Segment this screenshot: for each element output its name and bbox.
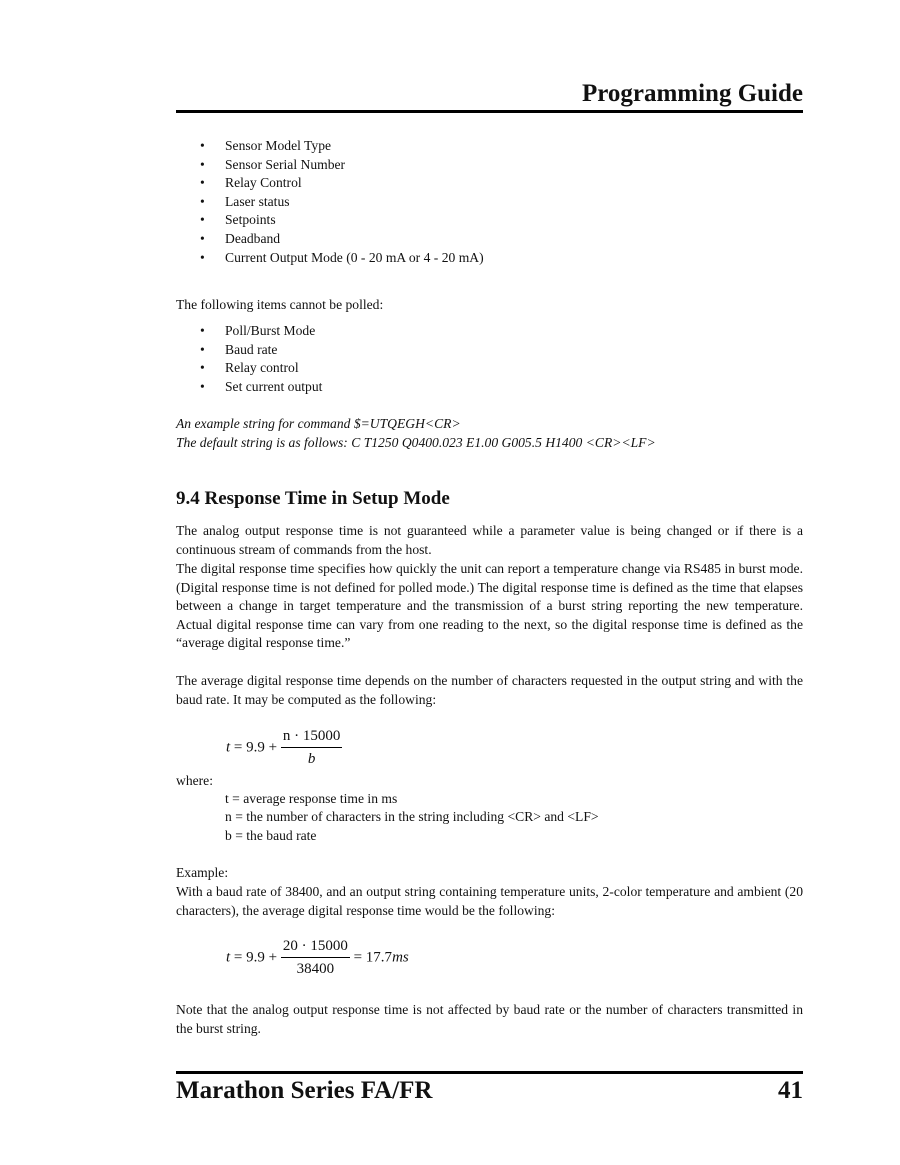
fraction: $\frac{n \cdot 15000}{b}$ xyxy=(282,728,341,767)
bullet-icon: • xyxy=(200,212,205,228)
bullet-icon: • xyxy=(200,175,205,191)
default-string-line: The default string is as follows: C T1250 Q0400.023 E1.00 G005.5 H1400 <CR><LF> xyxy=(176,435,656,450)
bullet-icon: • xyxy=(200,341,205,357)
footer-rule xyxy=(176,1071,803,1074)
page-number: 41 xyxy=(778,1077,803,1104)
list-item: • Current Output Mode (0 - 20 mA or 4 - 20 mA) xyxy=(176,249,484,268)
formula-general: t = 9.9 + $\frac{n \cdot 15000}{b}$ xyxy=(226,728,341,767)
bullet-icon: • xyxy=(200,156,205,172)
where-label: where: xyxy=(176,773,213,788)
list-item: • Laser status xyxy=(176,193,484,212)
definition-n: n = the number of characters in the string including <CR> and <LF> xyxy=(225,809,599,824)
formula-example: t = 9.9 + $\frac{20 \cdot 15000}{38400}$ = 17.7ms xyxy=(226,938,409,977)
bullet-icon: • xyxy=(200,360,205,376)
list-item: • Setpoints xyxy=(176,211,484,230)
bullet-icon: • xyxy=(200,230,205,246)
bullet-icon: • xyxy=(200,378,205,394)
example-label: Example: xyxy=(176,865,229,880)
not-pollable-list xyxy=(176,322,322,396)
list-item: • Set current output xyxy=(176,378,322,397)
list-item: • Poll/Burst Mode xyxy=(176,322,322,341)
list-item: • Baud rate xyxy=(176,341,322,360)
list-item: • Relay control xyxy=(176,359,322,378)
fraction: $\frac{20 \cdot 15000}{38400}$ xyxy=(282,938,348,977)
example-paragraph: With a baud rate of 38400, and an output string containing temperature units, 2-color temperature and ambient (20 characters), the average digital response time would be the following: xyxy=(176,884,803,918)
bullet-icon: • xyxy=(200,249,205,265)
list-item: • Sensor Model Type xyxy=(176,137,484,156)
list-item: • Sensor Serial Number xyxy=(176,156,484,175)
running-header-title: Programming Guide xyxy=(581,80,803,107)
not-pollable-intro: The following items cannot be polled: xyxy=(176,297,384,312)
running-footer-title: Marathon Series FA/FR xyxy=(176,1077,433,1104)
bullet-icon: • xyxy=(200,323,205,338)
bullet-icon: • xyxy=(200,193,205,209)
note-paragraph: Note that the analog output response time is not affected by baud rate or the number of characters transmitted in the burst string. xyxy=(176,1002,803,1036)
paragraph-analog-response: The analog output response time is not guaranteed while a parameter value is being changed or if there is a continuous stream of commands from the host. xyxy=(176,523,803,557)
list-item: • Relay Control xyxy=(176,174,484,193)
bullet-icon: • xyxy=(200,138,205,153)
definition-b: b = the baud rate xyxy=(225,828,317,843)
paragraph-digital-response: The digital response time specifies how quickly the unit can report a temperature change via RS485 in burst mode. (Digital response time is not defined for polled mode.) The digital response time is defined as the time that elapses between a change in target temperature and the transmission of a burst string reporting the new temperature. Actual digital response time can vary from one reading to the next, so the digital response time is defined as the “average digital response time.” xyxy=(176,561,803,651)
section-heading: 9.4 Response Time in Setup Mode xyxy=(176,488,450,509)
pollable-items-list xyxy=(176,137,484,267)
definition-t: t = average response time in ms xyxy=(225,791,398,806)
header-rule xyxy=(176,110,803,113)
list-item: • Deadband xyxy=(176,230,484,249)
example-command-line: An example string for command $=UTQEGH<CR> xyxy=(176,416,461,431)
paragraph-average-response: The average digital response time depends on the number of characters requested in the output string and with the baud rate. It may be computed as the following: xyxy=(176,673,803,707)
